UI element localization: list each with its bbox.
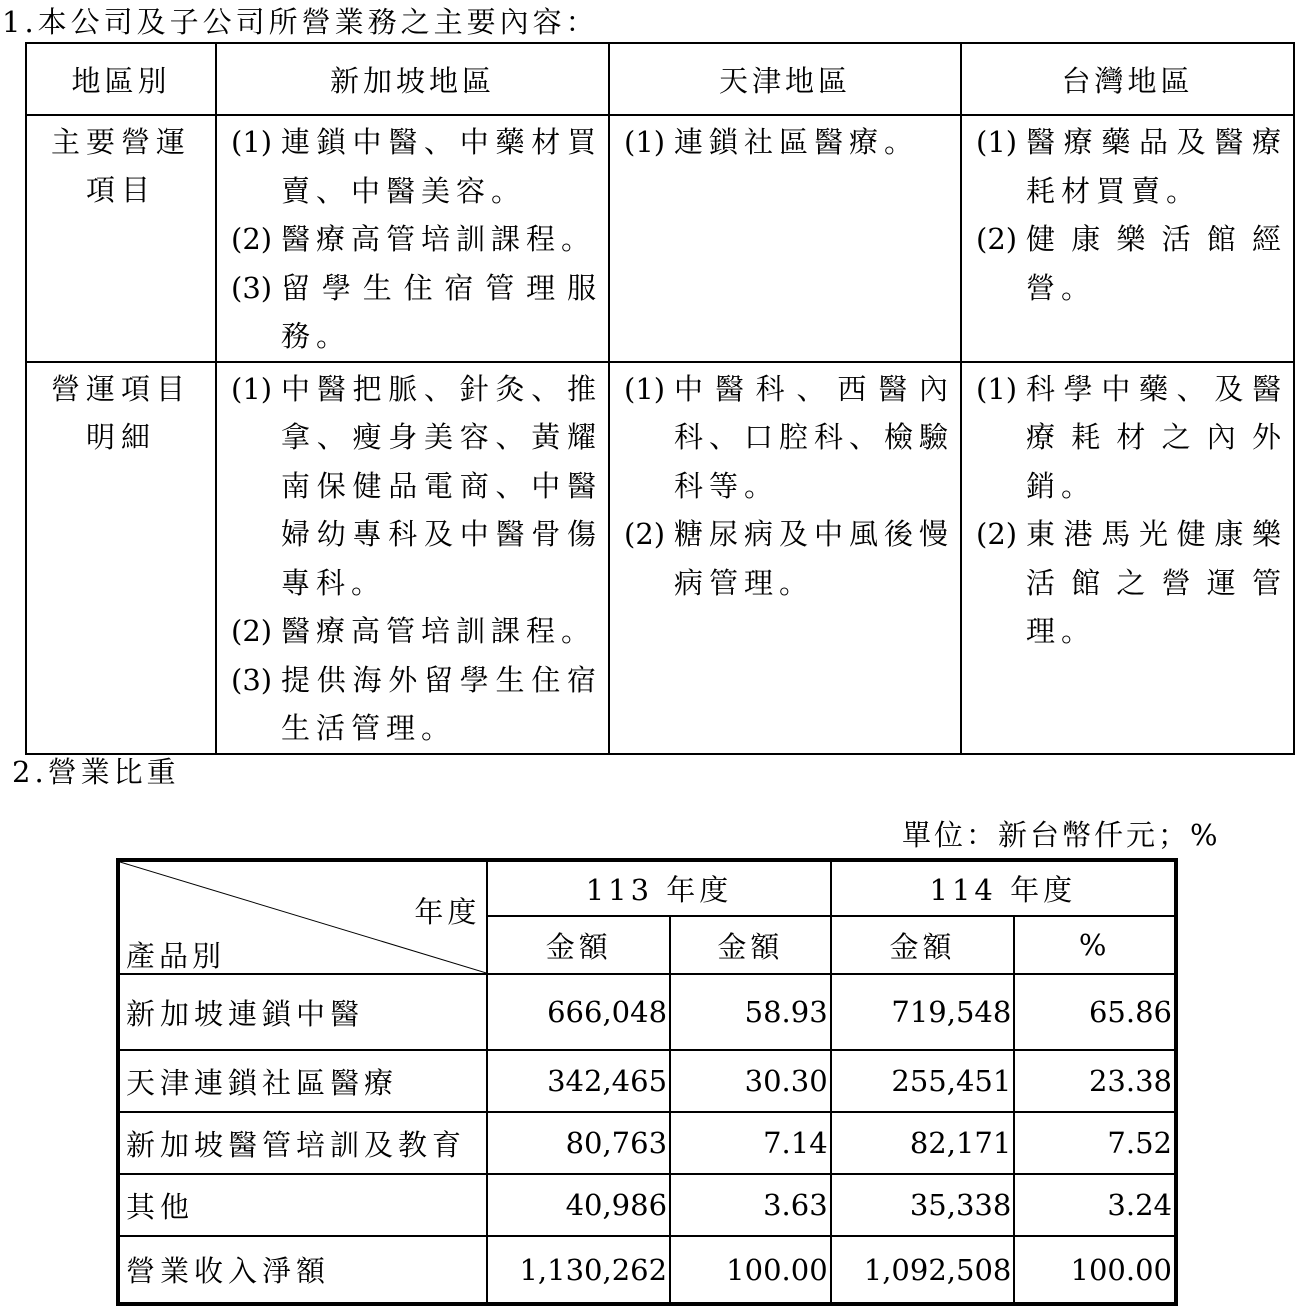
singapore-items <box>216 115 609 362</box>
item-text: 健康樂活館經營。 <box>1026 222 1287 305</box>
item-number: (2) <box>976 517 1018 551</box>
total-row <box>118 1236 1176 1304</box>
item-text: 糖尿病及中風後慢病管理。 <box>674 517 955 600</box>
table-row <box>118 1050 1176 1112</box>
amount-113: 80,763 <box>487 1112 670 1174</box>
year-header-row <box>118 860 1176 916</box>
item-number: (1) <box>976 125 1018 159</box>
table-row <box>26 115 1294 362</box>
list-item <box>610 365 954 511</box>
amount-114: 35,338 <box>831 1174 1015 1236</box>
list-item <box>610 118 954 167</box>
row-label <box>26 115 216 362</box>
product-name: 新加坡連鎖中醫 <box>118 974 487 1050</box>
item-number: (2) <box>624 517 666 551</box>
year-114-header: 114 年度 <box>831 860 1176 916</box>
corner-year-label: 年度 <box>414 895 481 929</box>
list-item <box>962 510 1287 656</box>
year-113-header: 113 年度 <box>487 860 830 916</box>
row-label-line: 項目 <box>85 173 156 207</box>
list-item <box>217 215 602 264</box>
col-amount-113: 金額 <box>487 916 670 974</box>
amount-114: 719,548 <box>831 974 1015 1050</box>
tianjin-items <box>609 362 961 754</box>
list-item <box>962 118 1287 215</box>
item-number: (1) <box>624 371 666 406</box>
percent-114: 23.38 <box>1014 1050 1176 1112</box>
list-item <box>610 510 954 607</box>
list-item <box>217 118 602 215</box>
list-item <box>962 365 1287 511</box>
amount-113: 666,048 <box>487 974 670 1050</box>
item-text: 醫療藥品及醫療耗材買賣。 <box>1026 125 1287 208</box>
singapore-items <box>216 362 609 754</box>
revenue-breakdown-table <box>116 858 1178 1306</box>
item-text: 醫療高管培訓課程。 <box>281 614 597 648</box>
table-header-row <box>26 43 1294 115</box>
item-text: 中醫把脈、針灸、推拿、瘦身美容、黃耀南保健品電商、中醫婦幼專科及中醫骨傷專科。 <box>281 371 602 600</box>
item-number: (1) <box>231 371 273 406</box>
item-text: 東港馬光健康樂活館之營運管理。 <box>1026 517 1287 648</box>
list-item <box>962 215 1287 312</box>
list-item <box>217 365 602 608</box>
taiwan-items <box>961 362 1294 754</box>
table-row <box>26 362 1294 754</box>
product-name: 新加坡醫管培訓及教育 <box>118 1112 487 1174</box>
percent-114: 100.00 <box>1014 1236 1176 1304</box>
header-tianjin: 天津地區 <box>609 43 961 115</box>
percent-113: 58.93 <box>670 974 831 1050</box>
percent-113: 100.00 <box>670 1236 831 1304</box>
item-text: 科學中藥、及醫療耗材之內外銷。 <box>1026 371 1287 503</box>
item-text: 提供海外留學生住宿生活管理。 <box>281 662 602 745</box>
business-content-table <box>25 42 1295 755</box>
amount-113: 342,465 <box>487 1050 670 1112</box>
product-name: 天津連鎖社區醫療 <box>118 1050 487 1112</box>
taiwan-items <box>961 115 1294 362</box>
row-label-line: 營運項目 <box>50 371 191 406</box>
item-number: (1) <box>624 125 666 159</box>
item-text: 連鎖中醫、中藥材買賣、中醫美容。 <box>281 125 602 208</box>
amount-113: 40,986 <box>487 1174 670 1236</box>
row-label <box>26 362 216 754</box>
section1-heading: 1.本公司及子公司所營業務之主要內容： <box>2 5 599 39</box>
percent-114: 7.52 <box>1014 1112 1176 1174</box>
item-number: (1) <box>231 125 273 159</box>
corner-product-label: 產品別 <box>126 939 226 973</box>
list-item <box>217 607 602 656</box>
table-row <box>118 1174 1176 1236</box>
row-label-line: 明細 <box>85 419 156 454</box>
item-number: (2) <box>231 222 273 256</box>
table-row <box>118 1112 1176 1174</box>
percent-114: 65.86 <box>1014 974 1176 1050</box>
corner-header <box>118 860 487 974</box>
percent-114: 3.24 <box>1014 1174 1176 1236</box>
item-text: 中醫科、西醫內科、口腔科、檢驗科等。 <box>674 371 955 503</box>
tianjin-items <box>609 115 961 362</box>
item-number: (2) <box>976 222 1018 256</box>
item-text: 醫療高管培訓課程。 <box>281 222 597 256</box>
amount-114: 1,092,508 <box>831 1236 1015 1304</box>
item-number: (2) <box>231 614 273 648</box>
amount-114: 255,451 <box>831 1050 1015 1112</box>
item-number: (3) <box>231 662 273 697</box>
percent-113: 3.63 <box>670 1174 831 1236</box>
item-text: 留學生住宿管理服務。 <box>281 270 602 353</box>
col-amount-113b: 金額 <box>670 916 831 974</box>
table-row <box>118 974 1176 1050</box>
item-number: (3) <box>231 270 273 305</box>
row-label-line: 主要營運 <box>50 125 191 159</box>
amount-114: 82,171 <box>831 1112 1015 1174</box>
product-name: 其他 <box>118 1174 487 1236</box>
unit-note: 單位：新台幣仟元；% <box>902 818 1221 852</box>
section2-heading: 2.營業比重 <box>12 755 180 789</box>
list-item <box>217 264 602 361</box>
percent-113: 7.14 <box>670 1112 831 1174</box>
header-region: 地區別 <box>26 43 216 115</box>
product-name: 營業收入淨額 <box>118 1236 487 1304</box>
list-item <box>217 656 602 753</box>
header-singapore: 新加坡地區 <box>216 43 609 115</box>
col-amount-114: 金額 <box>831 916 1015 974</box>
col-percent-114: % <box>1014 916 1176 974</box>
item-number: (1) <box>976 371 1018 406</box>
percent-113: 30.30 <box>670 1050 831 1112</box>
header-taiwan: 台灣地區 <box>961 43 1294 115</box>
amount-113: 1,130,262 <box>487 1236 670 1304</box>
item-text: 連鎖社區醫療。 <box>674 125 920 159</box>
